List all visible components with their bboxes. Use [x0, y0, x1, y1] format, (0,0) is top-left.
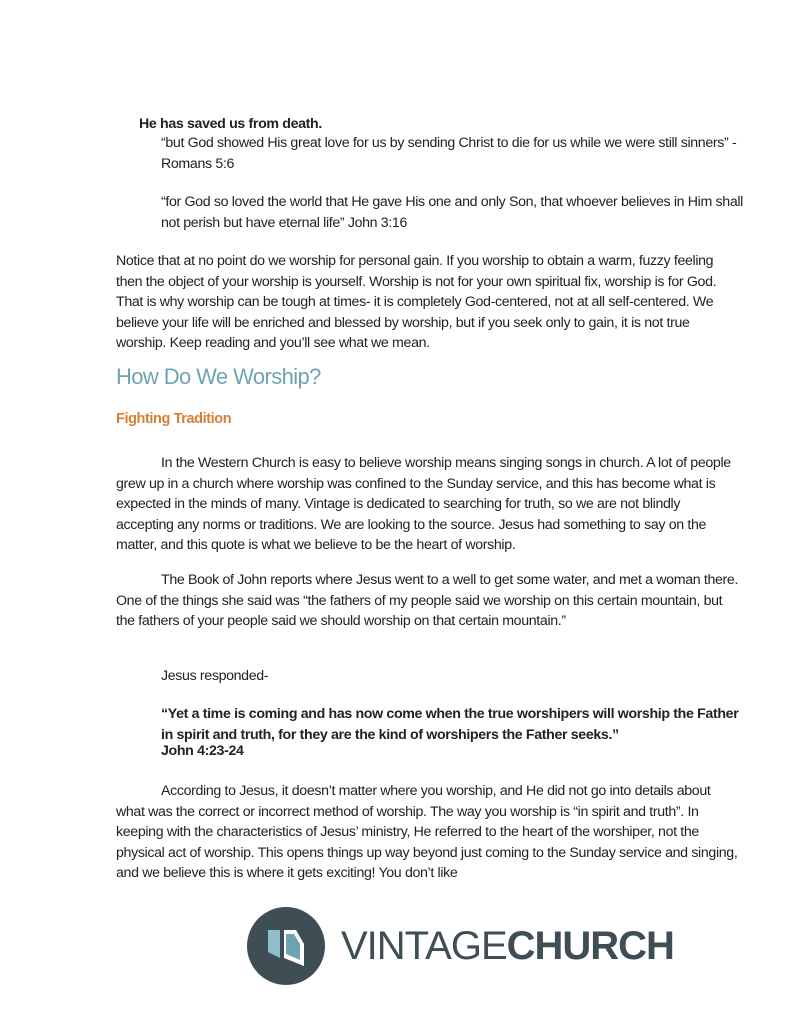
fighting-tradition-subheading: Fighting Tradition: [116, 411, 232, 427]
jesus-responded-line: Jesus responded-: [161, 668, 269, 684]
vintage-church-wordmark: [341, 922, 674, 970]
romans-quote: “but God showed His great love for us by sending Christ to die for us while we were still sinners” - Romans 5:6: [161, 135, 737, 172]
western-church-paragraph: In the Western Church is easy to believe worship means singing songs in church. A lot of people grew up in a church where worship was confined to the Sunday service, and this has become what is expected in the minds of many. Vintage is dedicated to searching for truth, so we are not blindly accepting any norms or traditions. We are looking to the source. Jesus had something to say on the matter, and this quote is what we believe to be the heart of worship.: [116, 455, 731, 553]
john-3-16-quote: “for God so loved the world that He gave His one and only Son, that whoever believes in Him shall not perish but have eternal life” John 3:16: [161, 194, 743, 231]
john-4-quote: “Yet a time is coming and has now come when the true worshipers will worship the Father in spirit and truth, for they are the kind of worshipers the Father seeks.”: [161, 706, 739, 743]
logo-word-church: CHURCH: [506, 924, 674, 968]
logo-word-vintage: VINTAGE: [341, 924, 507, 968]
book-of-john-paragraph: The Book of John reports where Jesus went to a well to get some water, and met a woman there. One of the things she said was “the fathers of my people said we worship on this certain mountain, but the fathers of your people said we should worship on that certain mountain.”: [116, 572, 739, 629]
personal-gain-paragraph: Notice that at no point do we worship for personal gain. If you worship to obtain a warm, fuzzy feeling then the object of your worship is yourself. Worship is not for your own spiritual fix, worship is for God. That is why worship can be tough at times- it is completely God-centered, not at all self-centered. We believe your life will be enriched and blessed by worship, but if you seek only to gain, it is not true worship. Keep reading and you’ll see what we mean.: [116, 253, 717, 351]
john-4-reference: John 4:23-24: [161, 743, 244, 759]
saved-from-death-heading: He has saved us from death.: [139, 116, 322, 132]
vintage-church-logo-icon: [246, 906, 326, 986]
how-do-we-worship-heading: How Do We Worship?: [116, 364, 321, 389]
according-to-jesus-paragraph: According to Jesus, it doesn’t matter where you worship, and He did not go into details about what was the correct or incorrect method of worship. The way you worship is “in spirit and truth”. In keeping with the characteristics of Jesus’ ministry, He referred to the heart of the worshiper, not the physical act of worship. This opens things up way beyond just coming to the Sunday service and singing, and we believe this is where it gets exciting! You don’t like: [116, 783, 738, 881]
vintage-church-logo: [246, 906, 674, 986]
